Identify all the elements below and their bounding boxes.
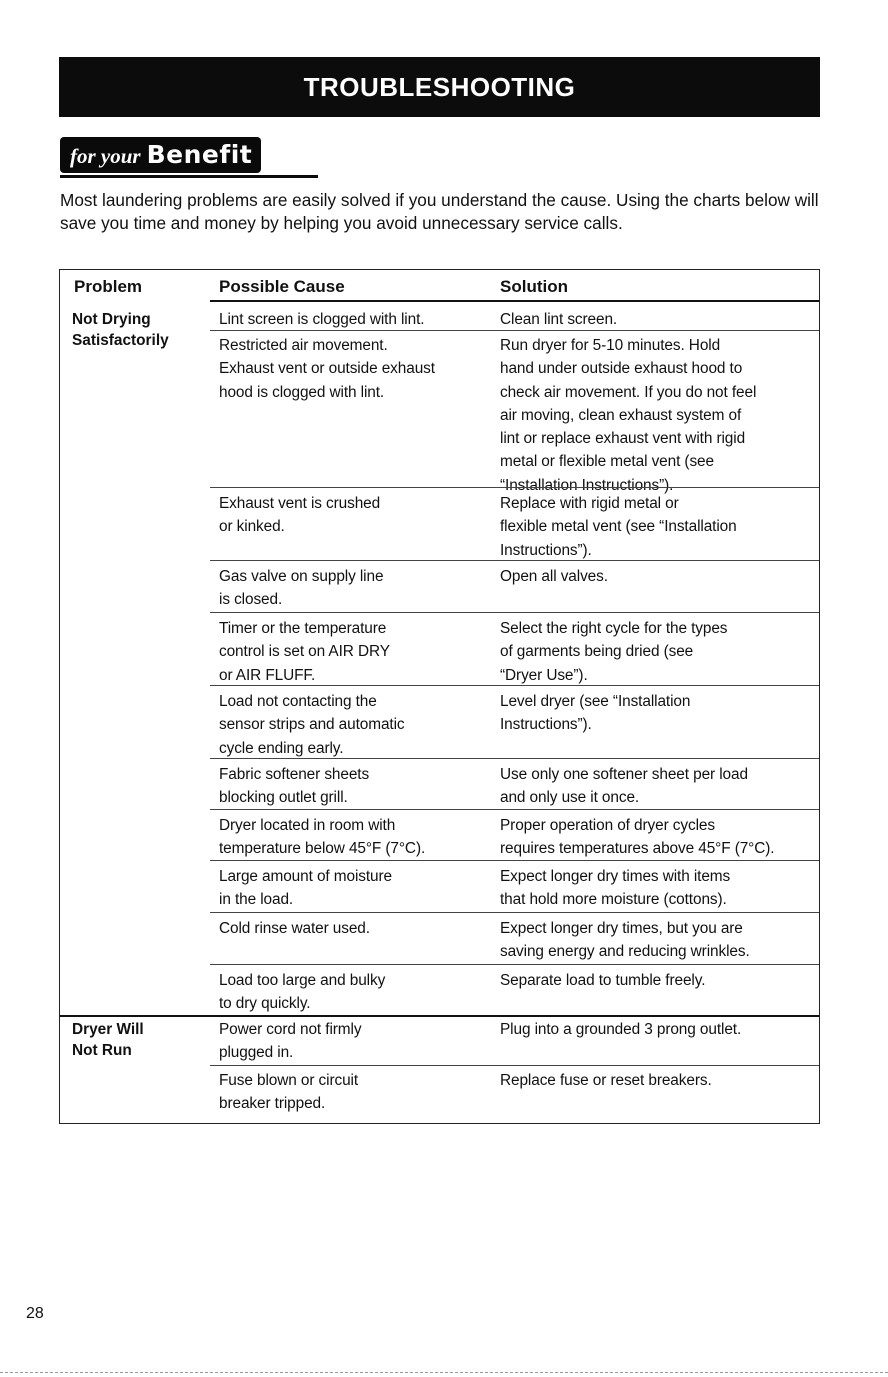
cause-cell: Lint screen is clogged with lint.	[219, 311, 425, 328]
column-header-problem: Problem	[74, 277, 143, 296]
row-divider	[210, 809, 819, 810]
row-divider	[210, 612, 819, 613]
column-header-cause: Possible Cause	[219, 277, 345, 296]
troubleshooting-table	[59, 269, 820, 1124]
solution-cell: Select the right cycle for the types of garments being dried (see “Dryer Use”).	[500, 620, 728, 684]
row-divider	[210, 1065, 819, 1066]
row-divider	[210, 912, 819, 913]
cause-cell: Large amount of moisture in the load.	[219, 868, 392, 909]
row-divider	[210, 487, 819, 488]
badge-word: Benefit	[146, 140, 253, 169]
cause-cell: Gas valve on supply line is closed.	[219, 568, 384, 609]
solution-cell: Expect longer dry times, but you are saving energy and reducing wrinkles.	[500, 920, 750, 961]
solution-cell: Proper operation of dryer cycles requires temperatures above 45°F (7°C).	[500, 817, 775, 858]
solution-cell: Use only one softener sheet per load and only use it once.	[500, 766, 748, 807]
solution-cell: Clean lint screen.	[500, 311, 618, 328]
solution-cell: Level dryer (see “Installation Instructions”).	[500, 693, 691, 734]
problem-label: Dryer Will Not Run	[72, 1021, 144, 1059]
column-header-solution: Solution	[500, 277, 568, 296]
cause-cell: Restricted air movement. Exhaust vent or outside exhaust hood is clogged with lint.	[219, 337, 435, 401]
solution-cell: Open all valves.	[500, 568, 608, 585]
group-divider	[60, 1015, 819, 1017]
page-number: 28	[26, 1305, 44, 1322]
cause-cell: Fuse blown or circuit breaker tripped.	[219, 1072, 359, 1113]
solution-cell: Run dryer for 5-10 minutes. Hold hand under outside exhaust hood to check air movement. If you do not feel air moving, clean exhaust system of lint or replace exhaust vent with rigid metal or flexible metal vent (see “Installation Instructions”).	[500, 337, 757, 494]
cause-cell: Load not contacting the sensor strips and automatic cycle ending early.	[219, 693, 405, 757]
cause-cell: Load too large and bulky to dry quickly.	[219, 972, 386, 1013]
intro-paragraph: Most laundering problems are easily solved if you understand the cause. Using the charts below will save you time and money by helping you avoid unnecessary service calls.	[60, 190, 819, 233]
badge-prefix: for your	[70, 144, 141, 168]
page-title: TROUBLESHOOTING	[303, 71, 576, 102]
row-divider	[210, 685, 819, 686]
page-bottom-rule	[0, 1372, 888, 1373]
cause-cell: Fabric softener sheets blocking outlet grill.	[219, 766, 370, 807]
solution-cell: Separate load to tumble freely.	[500, 972, 706, 989]
row-divider	[210, 758, 819, 759]
problem-label: Not Drying Satisfactorily	[72, 311, 169, 349]
header-banner	[59, 57, 820, 117]
cause-cell: Exhaust vent is crushed or kinked.	[219, 495, 381, 536]
solution-cell: Replace with rigid metal or flexible metal vent (see “Installation Instructions”).	[500, 495, 737, 559]
header-rule	[210, 300, 819, 302]
solution-cell: Plug into a grounded 3 prong outlet.	[500, 1021, 742, 1038]
cause-cell: Power cord not firmly plugged in.	[219, 1021, 362, 1062]
row-divider	[210, 330, 819, 331]
solution-cell: Expect longer dry times with items that hold more moisture (cottons).	[500, 868, 731, 909]
badge-underline	[60, 175, 318, 178]
cause-cell: Dryer located in room with temperature below 45°F (7°C).	[219, 817, 426, 858]
cause-cell: Timer or the temperature control is set on AIR DRY or AIR FLUFF.	[219, 620, 390, 684]
row-divider	[210, 964, 819, 965]
row-divider	[210, 860, 819, 861]
cause-cell: Cold rinse water used.	[219, 920, 370, 937]
for-your-benefit-badge	[60, 137, 261, 173]
solution-cell: Replace fuse or reset breakers.	[500, 1072, 712, 1089]
row-divider	[210, 560, 819, 561]
